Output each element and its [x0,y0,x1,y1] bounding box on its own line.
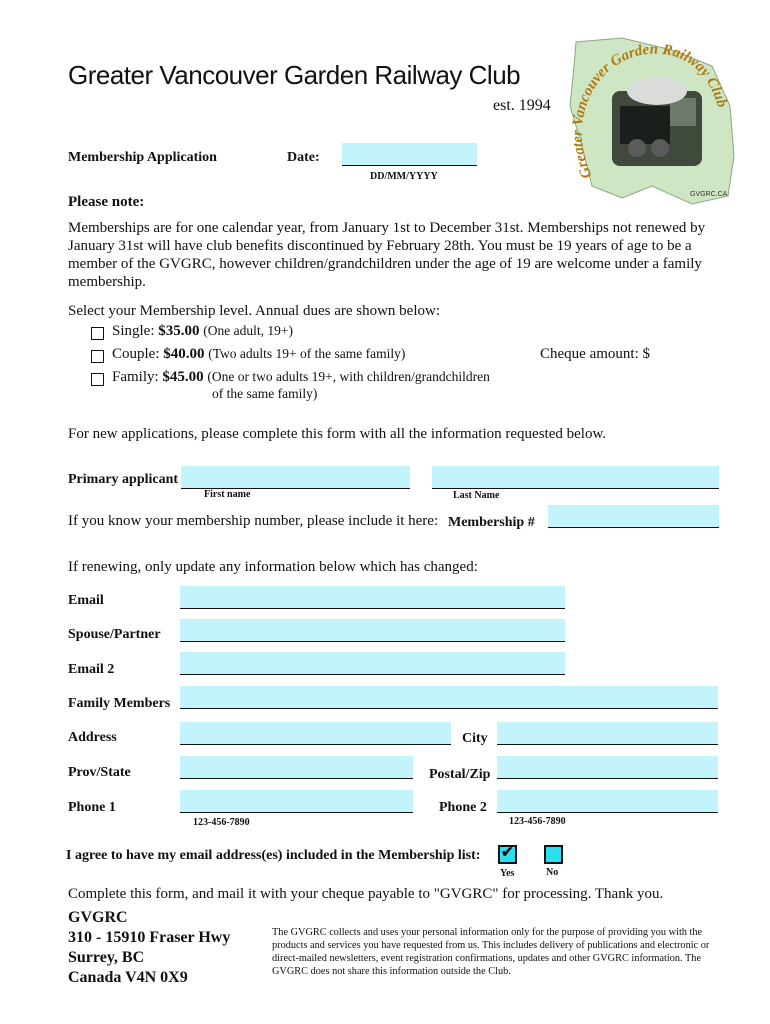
phone2-label: Phone 2 [439,800,487,815]
consent-no-checkbox[interactable] [544,845,563,864]
privacy-notice: The GVGRC collects and uses your personal information only for the purpose of providing you with the products and services you have requested from us. This includes delivery of publications and electronic or direct-mailed newsletters, event registration confirmations, updates and other GVGRC information. The GVGRC does not share this information outside the Club. [272,927,710,977]
couple-checkbox[interactable] [91,350,104,363]
membership-number-field[interactable] [548,505,719,528]
membership-number-label: Membership # [448,515,535,530]
consent-yes-label: Yes [500,868,515,879]
first-name-field[interactable] [181,466,410,489]
prov-field[interactable] [180,756,413,779]
date-format-hint: DD/MM/YYYY [370,171,438,182]
last-name-field[interactable] [432,466,719,489]
email-label: Email [68,593,104,608]
date-field[interactable] [342,143,477,166]
cheque-label: Cheque amount: $ [540,346,650,362]
note-text: Memberships are for one calendar year, from January 1st to December 31st. Memberships not renewed by January 31st will have club benefits discontinued by February 28th. You must be 19 years of age to be a member of the GVGRC, however children/grandchildren under the age of 19 are welcome under a family membership. [68,220,706,290]
membership-number-text: If you know your membership number, please include it here: [68,513,439,529]
mailing-address: GVGRC 310 - 15910 Fraser Hwy Surrey, BC Canada V4N 0X9 [68,909,231,986]
family-checkbox[interactable] [91,373,104,386]
family-members-field[interactable] [180,686,718,709]
spouse-label: Spouse/Partner [68,627,161,642]
family-members-label: Family Members [68,696,171,711]
email-field[interactable] [180,586,565,609]
spouse-field[interactable] [180,619,565,642]
renewing-text: If renewing, only update any information below which has changed: [68,559,478,575]
last-name-hint: Last Name [453,490,500,501]
logo-text: Greater Vancouver Garden Railway Club [569,41,730,181]
primary-applicant-label: Primary applicant [68,472,179,487]
city-label: City [462,731,488,746]
phone1-field[interactable] [180,790,413,813]
club-logo [562,36,740,206]
phone2-field[interactable] [497,790,718,813]
form-title: Greater Vancouver Garden Railway Club [68,60,521,90]
city-field[interactable] [497,722,718,745]
email-consent-text: I agree to have my email address(es) included in the Membership list: [66,848,481,863]
date-label: Date: [287,150,320,165]
application-label: Membership Application [68,150,217,165]
established-year: est. 1994 [493,97,551,114]
phone1-hint: 123-456-7890 [193,817,250,828]
note-heading: Please note: [68,194,145,210]
phone2-hint: 123-456-7890 [509,816,566,827]
first-name-hint: First name [204,489,251,500]
option-single: Single: $35.00 (One adult, 19+) [112,323,293,339]
prov-label: Prov/State [68,765,131,780]
postal-label: Postal/Zip [429,767,491,782]
postal-field[interactable] [497,756,718,779]
new-applications-text: For new applications, please complete this form with all the information requested below. [68,426,607,442]
consent-no-label: No [546,867,559,878]
checkmark-icon: ✔ [501,845,514,861]
email2-field[interactable] [180,652,565,675]
single-checkbox[interactable] [91,327,104,340]
closing-text: Complete this form, and mail it with your cheque payable to "GVGRC" for processing. Thank you. [68,886,664,902]
email2-label: Email 2 [68,662,115,677]
phone1-label: Phone 1 [68,800,116,815]
logo-url: GVGRC.CA [690,191,728,198]
address-field[interactable] [180,722,451,745]
option-family-desc-cont: of the same family) [212,386,318,401]
consent-yes-checkbox[interactable] [498,845,517,864]
option-family: Family: $45.00 (One or two adults 19+, with children/grandchildren [112,369,490,385]
option-couple: Couple: $40.00 (Two adults 19+ of the same family) [112,346,406,362]
membership-intro: Select your Membership level. Annual dues are shown below: [68,303,440,319]
address-label: Address [68,730,117,745]
